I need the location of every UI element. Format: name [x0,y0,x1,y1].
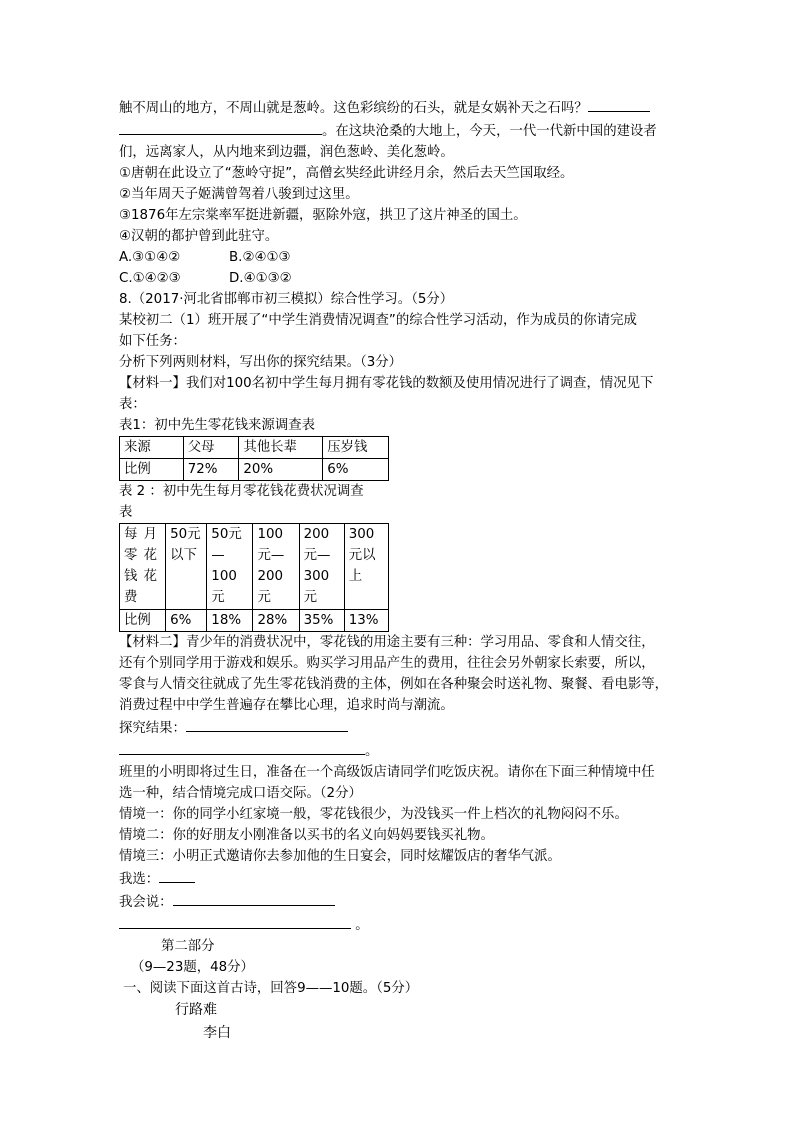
table-row [120,437,389,459]
paragraph-line: 如下任务： [119,334,186,349]
choice-c[interactable]: C.①④②③ [119,271,181,286]
choice-d[interactable]: D.④①③② [229,271,292,286]
choose-label: 我选： [119,872,160,887]
period: 。 [355,918,369,933]
explore-result-line-2 [119,739,679,762]
scenario-3: 情境三：小明正式邀请你去参加他的生日宴会，同时炫耀饭店的奢华气派。 [119,849,561,864]
table-1 [119,436,389,481]
table-cell: 200元—300元 [299,524,344,610]
choice-a[interactable]: A.③①④② [119,250,181,265]
choose-line [119,867,679,890]
answer-blank[interactable] [119,119,322,135]
period: 。 [365,744,379,759]
table-cell: 35% [299,610,344,632]
table-cell: 比例 [120,610,166,632]
table-cell: 72% [183,459,239,481]
table-cell: 每 月 零 花 钱 花 费 [120,524,166,610]
explore-answer-blank-2[interactable] [119,739,365,755]
table-cell: 其他长辈 [239,437,323,459]
material-1-line: 表： [119,397,146,412]
situation-intro: 班里的小明即将过生日，准备在一个高级饭店请同学们吃饭庆祝。请你在下面三种情境中任 [119,765,655,780]
table-cell: 50元以下 [166,524,207,610]
option-3: ③1876年左宗棠率军挺进新疆，驱除外寇，拱卫了这片神圣的国土。 [119,208,527,223]
table-cell: 100元—200元 [253,524,299,610]
material-2-line: 零食与人情交往就成了先生零花钱消费的主体，例如在各种聚会时送礼物、聚餐、看电影等， [119,677,669,692]
table-cell: 18% [207,610,253,632]
say-line [119,890,679,913]
table-row [120,459,389,481]
table-cell: 50元—100元 [207,524,253,610]
say-answer-blank[interactable] [173,890,335,906]
document-body [119,96,679,1045]
text: 。在这块沧桑的大地上，今天，一代一代新中国的建设者 [322,124,657,139]
choice-row-2 [119,268,679,289]
say-line-2 [119,913,679,936]
material-1-line: 【材料一】我们对100名初中学生每月拥有零花钱的数额及使用情况进行了调查，情况见下 [119,376,654,391]
table-cell: 父母 [183,437,239,459]
table-row [120,610,389,632]
paragraph-line [119,119,679,142]
table-cell: 6% [323,459,389,481]
poem-author: 李白 [203,1025,231,1041]
table-cell: 6% [166,610,207,632]
explore-label: 探究结果： [119,721,186,736]
choice-b[interactable]: B.②④①③ [229,250,291,265]
question-8-title: 8.（2017·河北省邯郸市初三模拟）综合性学习。（5分） [119,292,454,307]
material-2-line: 【材料二】青少年的消费状况中，零花钱的用途主要有三种：学习用品、零食和人情交往， [119,635,655,650]
table-cell: 28% [253,610,299,632]
paragraph-line: 分析下列两则材料，写出你的探究结果。（3分） [119,355,403,370]
paragraph-line [119,96,679,119]
table-2-title: 表 2 ：初中先生每月零花钱花费状况调查 [119,484,364,499]
text: 触不周山的地方，不周山就是葱岭。这色彩缤纷的石头，就是女娲补天之石吗？ [119,101,588,116]
say-answer-blank-2[interactable] [119,913,351,929]
table-cell: 压岁钱 [323,437,389,459]
option-4: ④汉朝的都护曾到此驻守。 [119,229,279,244]
table-cell: 来源 [120,437,184,459]
table-cell: 13% [344,610,388,632]
table-row [120,524,389,610]
answer-blank[interactable] [588,96,650,112]
scenario-2: 情境二：你的好朋友小刚准备以买书的名义向妈妈要钱买礼物。 [119,828,494,843]
part-2-subheading: （9—23题，48分） [131,960,254,975]
option-1: ①唐朝在此设立了“葱岭守捉”，高僧玄奘经此讲经月余，然后去天竺国取经。 [119,166,574,181]
material-2-line: 消费过程中中学生普遍存在攀比心理，追求时尚与潮流。 [119,698,454,713]
explore-result-line [119,716,679,739]
explore-answer-blank[interactable] [186,716,348,732]
table-2 [119,523,389,632]
choose-answer-blank[interactable] [159,867,195,883]
say-label: 我会说： [119,895,173,910]
paragraph-line: 们，远离家人，从内地来到边疆，润色葱岭、美化葱岭。 [119,145,454,160]
scenario-1: 情境一：你的同学小红家境一般，零花钱很少，为没钱买一件上档次的礼物闷闷不乐。 [119,807,628,822]
table-cell: 比例 [120,459,184,481]
choice-row-1 [119,247,679,268]
table-cell: 20% [239,459,323,481]
material-2-line: 还有个别同学用于游戏和娱乐。购买学习用品产生的费用，往往会另外朝家长索要，所以， [119,656,655,671]
section-1-heading: 一、阅读下面这首古诗，回答9——10题。（5分） [123,981,419,996]
option-2: ②当年周天子姬满曾驾着八骏到过这里。 [119,187,359,202]
table-cell: 300元以上 [344,524,388,610]
paragraph-line: 某校初二（1）班开展了“中学生消费情况调查”的综合性学习活动，作为成员的你请完成 [119,313,637,328]
table-1-title: 表1：初中先生零花钱来源调查表 [119,418,315,433]
situation-intro: 选一种，结合情境完成口语交际。（2分） [119,786,362,801]
table-2-title-cont: 表 [119,505,133,520]
part-2-heading: 第二部分 [161,939,215,954]
poem-title: 行路难 [175,1002,217,1018]
